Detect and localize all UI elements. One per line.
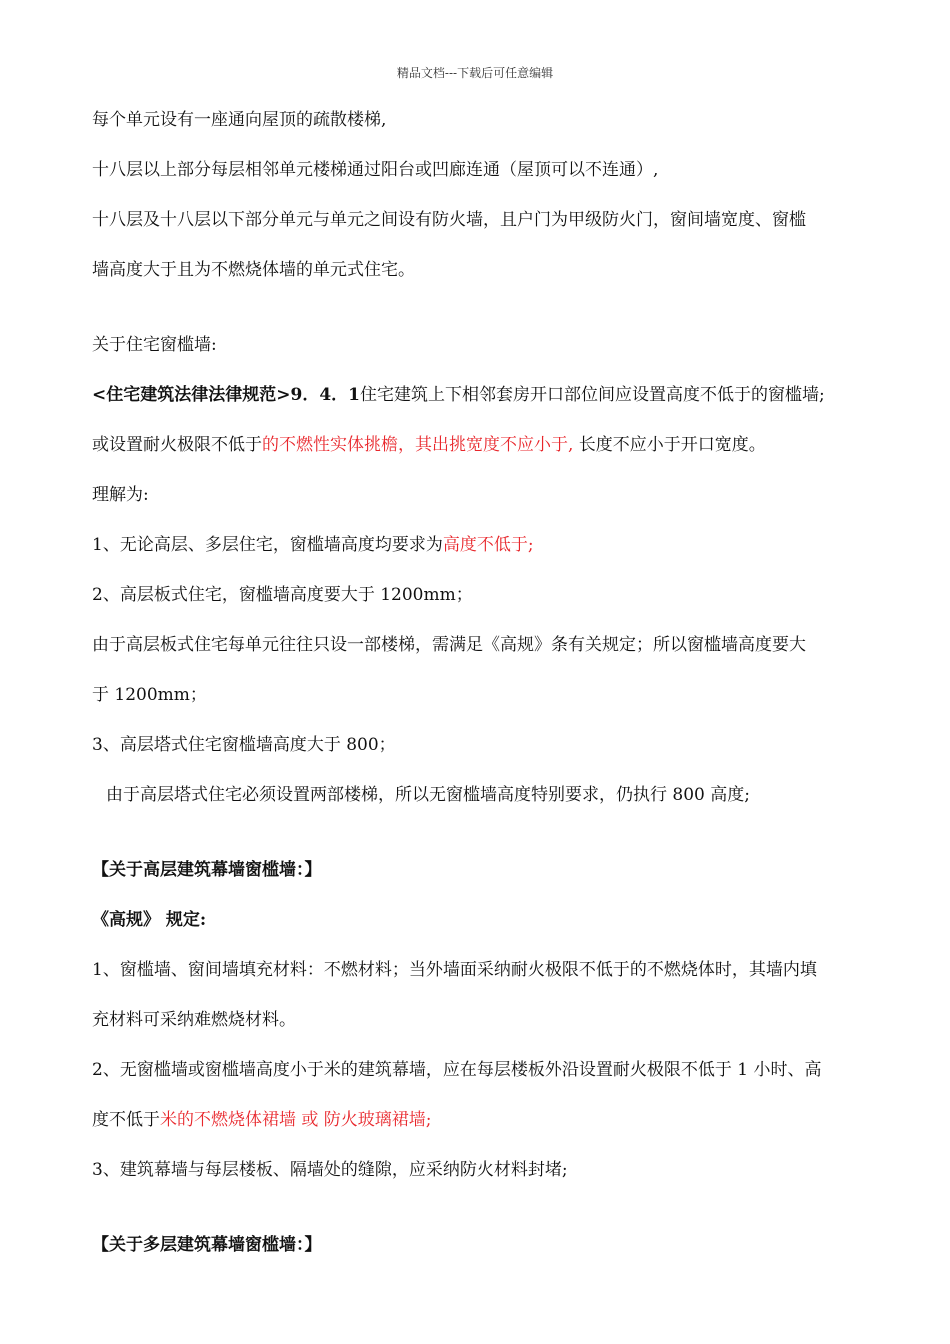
rule-2-highlight: 米的不燃烧体裙墙 或 防火玻璃裙墙;	[160, 1110, 432, 1130]
paragraph-understanding: 理解为:	[92, 485, 149, 505]
paragraph-stair: 每个单元设有一座通向屋顶的疏散楼梯,	[92, 110, 387, 130]
rule-3: 3、建筑幕墙与每层楼板、隔墙处的缝隙，应采纳防火材料封堵;	[92, 1160, 568, 1180]
rule-2-line2	[92, 1108, 907, 1132]
heading-highrise-curtain-wall: 【关于高层建筑幕墙窗槛墙：】	[92, 860, 322, 880]
list-item-1-text: 1、无论高层、多层住宅，窗槛墙高度均要求为	[92, 535, 443, 555]
rule-2-line1: 2、无窗槛墙或窗槛墙高度小于米的建筑幕墙，应在每层楼板外沿设置耐火极限不低于 1 小时、高	[92, 1060, 822, 1080]
rule-2-pre: 度不低于	[92, 1110, 160, 1130]
page-header: 精品文档---下载后可任意编辑	[396, 66, 554, 80]
list-item-1	[92, 533, 907, 557]
paragraph-slab-reason-line2: 于 1200mm；	[92, 685, 207, 705]
paragraph-above-18: 十八层以上部分每层相邻单元楼梯通过阳台或凹廊连通（屋顶可以不连通）,	[92, 160, 659, 180]
heading-gaogui-rules: 《高规》 规定:	[92, 910, 207, 930]
fire-eave-pre: 或设置耐火极限不低于	[92, 435, 262, 455]
paragraph-code-clause	[92, 383, 907, 407]
fire-eave-post: 长度不应小于开口宽度。	[573, 435, 766, 455]
list-item-1-highlight: 高度不低于;	[442, 535, 534, 555]
paragraph-slab-reason-line1: 由于高层板式住宅每单元往往只设一部楼梯，需满足《高规》条有关规定；所以窗槛墙高度要大	[92, 635, 806, 655]
rule-1-line2: 充材料可采纳难燃烧材料。	[92, 1010, 296, 1030]
paragraph-fire-eave	[92, 433, 907, 457]
section-residential-sill: 关于住宅窗槛墙:	[92, 335, 217, 355]
paragraph-tower-reason: 由于高层塔式住宅必须设置两部楼梯，所以无窗槛墙高度特别要求，仍执行 800 高度;	[106, 785, 750, 805]
code-clause-text: 住宅建筑上下相邻套房开口部位间应设置高度不低于的窗槛墙;	[359, 385, 825, 405]
list-item-2: 2、高层板式住宅，窗槛墙高度要大于 1200mm；	[92, 585, 473, 605]
paragraph-below-18-line2: 墙高度大于且为不燃烧体墙的单元式住宅。	[92, 260, 415, 280]
paragraph-below-18-line1: 十八层及十八层以下部分单元与单元之间设有防火墙，且户门为甲级防火门，窗间墙宽度、窗槛	[92, 210, 806, 230]
list-item-3: 3、高层塔式住宅窗槛墙高度大于 800；	[92, 735, 396, 755]
code-clause-ref: <住宅建筑法律法律规范>9．4．1	[92, 385, 360, 405]
heading-multistory-curtain-wall: 【关于多层建筑幕墙窗槛墙：】	[92, 1235, 322, 1255]
rule-1-line1: 1、窗槛墙、窗间墙填充材料：不燃材料；当外墙面采纳耐火极限不低于的不燃烧体时，其墙内填	[92, 960, 817, 980]
fire-eave-highlight: 的不燃性实体挑檐，其出挑宽度不应小于,	[262, 435, 574, 455]
